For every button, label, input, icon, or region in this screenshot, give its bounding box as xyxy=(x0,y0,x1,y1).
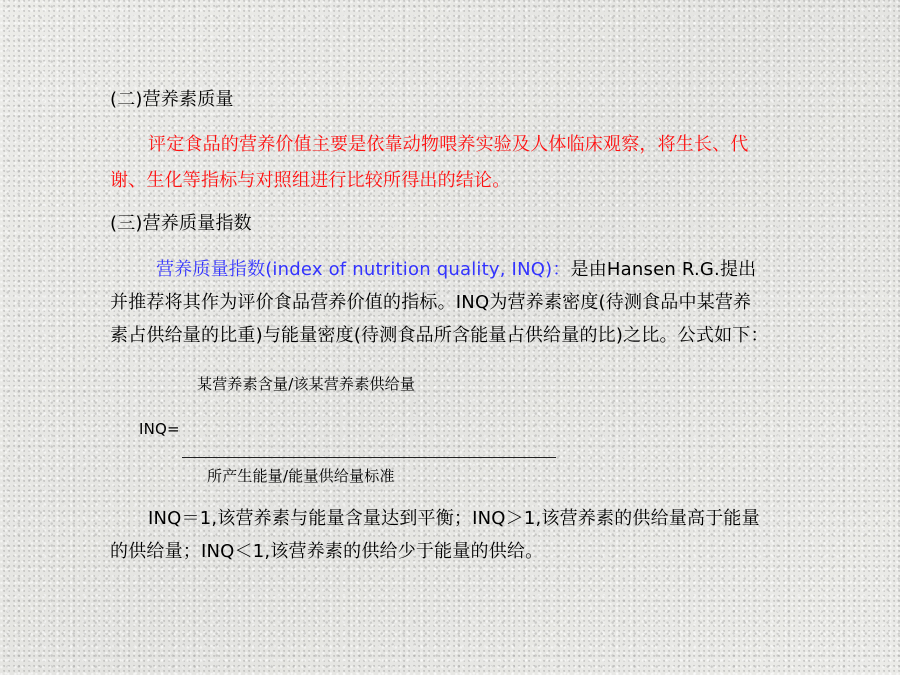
formula-denominator: 所产生能量/能量供给量标准 xyxy=(207,467,395,485)
formula-fraction-line xyxy=(182,457,556,458)
conclusion-line1: INQ＝1,该营养素与能量含量达到平衡；INQ＞1,该营养素的供给量高于能量 xyxy=(148,508,760,529)
inq-definition-line2: 并推荐将其作为评价食品营养价值的指标。INQ为营养素密度(待测食品中某营养 xyxy=(110,292,752,313)
inq-definition-line3: 素占供给量的比重)与能量密度(待测食品所含能量占供给量的比)之比。公式如下： xyxy=(110,325,769,346)
formula-numerator: 某营养素含量/该某营养素供给量 xyxy=(197,375,416,393)
section-heading-inq: (三)营养质量指数 xyxy=(110,213,252,234)
inq-definition-rest: 是由Hansen R.G.提出 xyxy=(570,259,757,280)
formula-lhs: INQ= xyxy=(139,420,180,438)
inq-term: 营养质量指数(index of nutrition quality, INQ)： xyxy=(156,259,571,280)
evaluation-paragraph-line2: 谢、生化等指标与对照组进行比较所得出的结论。 xyxy=(110,170,511,191)
evaluation-paragraph-line1: 评定食品的营养价值主要是依靠动物喂养实验及人体临床观察，将生长、代 xyxy=(148,134,749,155)
inq-definition-line1 xyxy=(156,259,756,281)
conclusion-line2: 的供给量；INQ＜1,该营养素的供给少于能量的供给。 xyxy=(110,541,544,562)
section-heading-nutrient-quality: (二)营养素质量 xyxy=(110,89,234,110)
